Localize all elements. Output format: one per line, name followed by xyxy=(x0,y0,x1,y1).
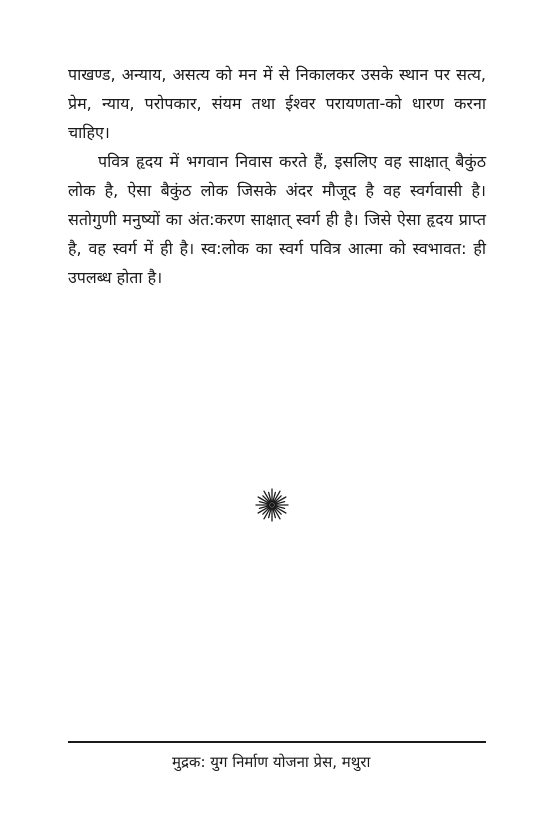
paragraph-1: पाखण्ड, अन्याय, असत्य को मन में से निकालकर उसके स्थान पर सत्य, प्रेम, न्याय, परोपकार, संयम तथा ईश्वर परायणता-को धारण करना चाहिए। xyxy=(68,65,486,142)
footer-divider xyxy=(68,741,486,743)
starburst-ornament-icon xyxy=(255,488,289,522)
body-text xyxy=(68,60,486,292)
printer-imprint: मुद्रक: युग निर्माण योजना प्रेस, मथुरा xyxy=(172,753,371,771)
paragraph-2: पवित्र हृदय में भगवान निवास करते हैं, इसलिए वह साक्षात् बैकुंठ लोक है, ऐसा बैकुंठ लोक जिसके अंदर मौजूद है वह स्वर्गवासी है। सतोगुणी मनुष्यों का अंत:करण साक्षात् स्वर्ग ही है। जिसे ऐसा हृदय प्राप्त है, वह स्वर्ग में ही है। स्व:लोक का स्वर्ग पवित्र आत्मा को स्वभावत: ही उपलब्ध होता है। xyxy=(68,152,486,287)
